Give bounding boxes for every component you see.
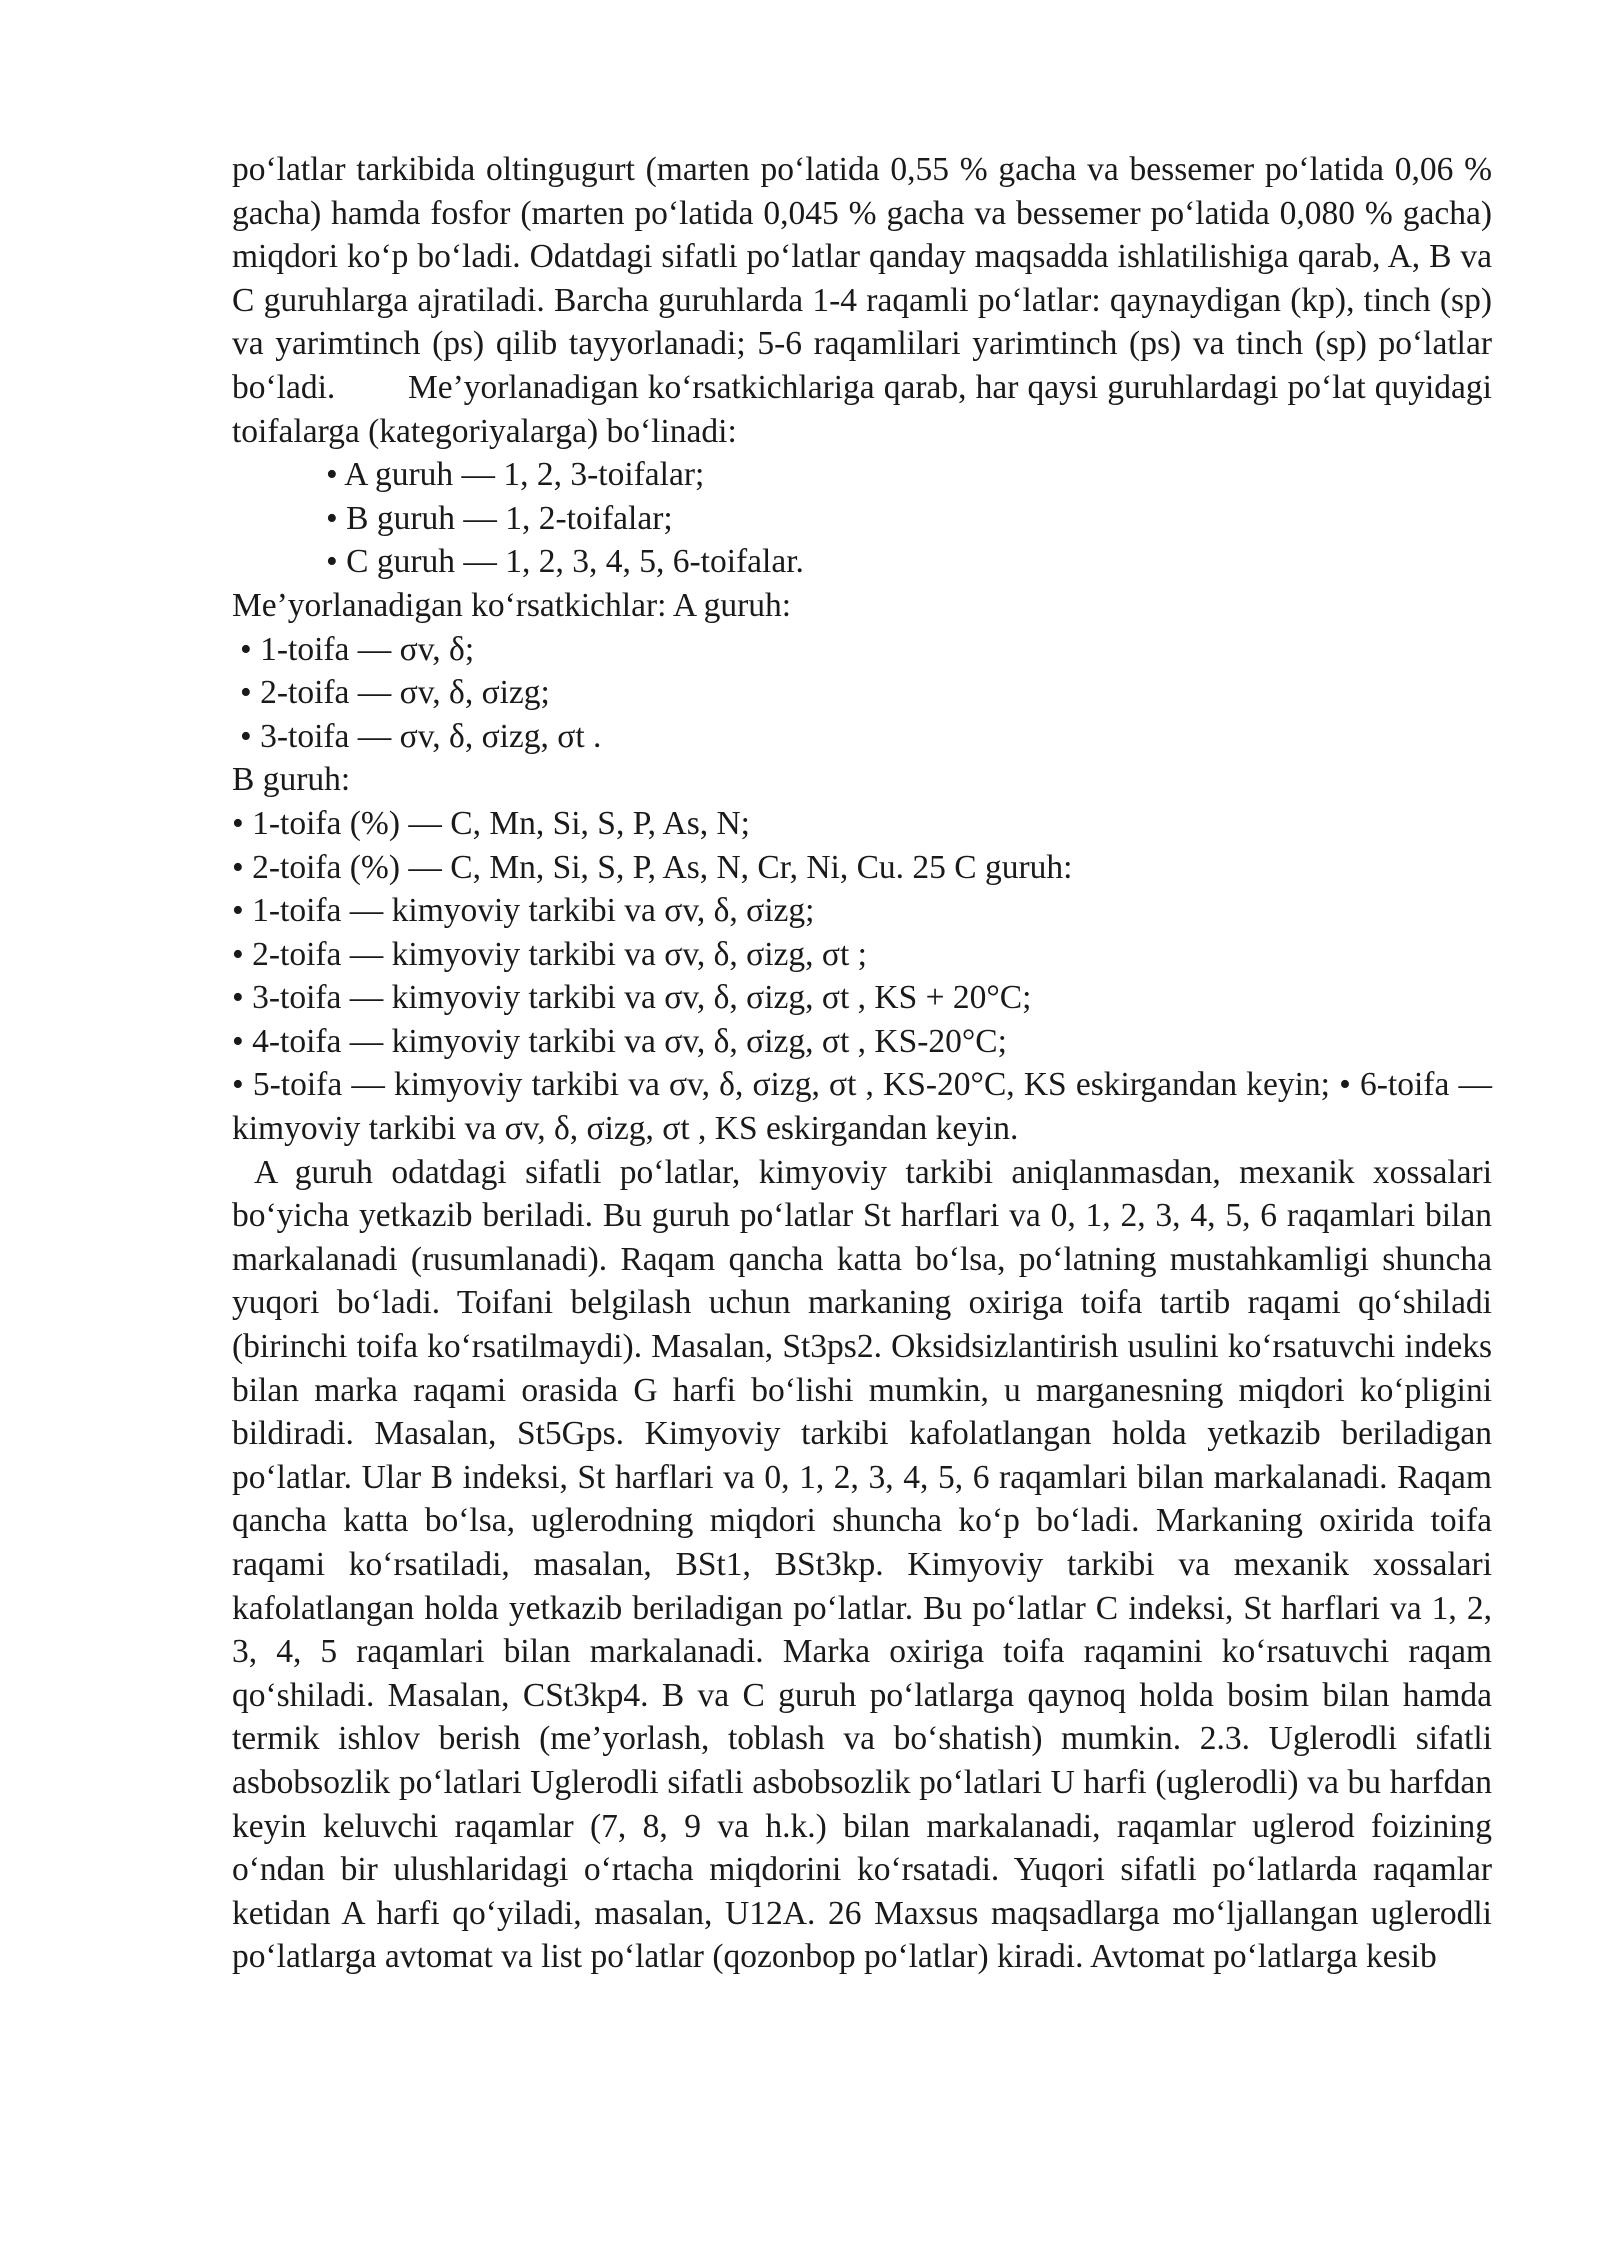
list-item: • 2-toifa — kimyoviy tarkibi va σv, δ, σizg, σt ;	[232, 935, 867, 973]
list-item: • 2-toifa — σv, δ, σizg;	[240, 674, 550, 712]
list-item: • B guruh — 1, 2-toifalar;	[326, 499, 673, 537]
group-b-list	[232, 802, 1492, 889]
list-item: • 4-toifa — kimyoviy tarkibi va σv, δ, σizg, σt , KS-20°C;	[232, 1022, 1007, 1060]
group-a-list	[232, 628, 1492, 759]
document-page	[232, 148, 1501, 1979]
group-b-heading: B guruh:	[232, 761, 351, 799]
paragraph-main: A guruh odatdagi sifatli po‘latlar, kimyoviy tarkibi aniqlanmasdan, mexanik xossalari bo‘yicha yetkazib beriladi. Bu guruh po‘latlar St harflari va 0, 1, 2, 3, 4, 5, 6 raqamlari bilan markalanadi (rusumlanadi). Raqam qancha katta bo‘lsa, po‘latning mustahkamligi shuncha yuqori bo‘ladi. Toifani belgilash uchun markaning oxiriga toifa tartib raqami qo‘shiladi (birinchi toifa ko‘rsatilmaydi). Masalan, St3ps2. Oksidsizlantirish usulini ko‘rsatuvchi indeks bilan marka raqami orasida G harfi bo‘lishi mumkin, u marganesning miqdori ko‘pligini bildiradi. Masalan, St5Gps. Kimyoviy tarkibi kafolatlangan holda yetkazib beriladigan po‘latlar. Ular B indeksi, St harflari va 0, 1, 2, 3, 4, 5, 6 raqamlari bilan markalanadi. Raqam qancha katta bo‘lsa, uglerodning miqdori shuncha ko‘p bo‘ladi. Markaning oxirida toifa raqami ko‘rsatiladi, masalan, BSt1, BSt3kp. Kimyoviy tarkibi va mexanik xossalari kafolatlangan holda yetkazib beriladigan po‘latlar. Bu po‘latlar C indeksi, St harflari va 1, 2, 3, 4, 5 raqamlari bilan markalanadi. Marka oxiriga toifa raqamini ko‘rsatuvchi raqam qo‘shiladi. Masalan, CSt3kp4. B va C guruh po‘latlarga qaynoq holda bosim bilan hamda termik ishlov berish (me’yorlash, toblash va bo‘shatish) mumkin. 2.3. Uglerodli sifatli asbobsozlik po‘latlari Uglerodli sifatli asbobsozlik po‘latlari U harfi (uglerodli) va bu harfdan keyin keluvchi raqamlar (7, 8, 9 va h.k.) bilan markalanadi, raqamlar uglerod foizining o‘ndan bir ulushlaridagi o‘rtacha miqdorini ko‘rsatadi. Yuqori sifatli po‘latlarda raqamlar ketidan A harfi qo‘yiladi, masalan, U12A. 26 Maxsus maqsadlarga mo‘ljallangan uglerodli po‘latlarga avtomat va list po‘latlar (qozonbop po‘latlar) kiradi. Avtomat po‘latlarga kesib	[232, 1153, 1492, 1976]
list-item: • 1-toifa — σv, δ;	[240, 630, 475, 668]
paragraph-intro: po‘latlar tarkibida oltingugurt (marten po‘latida 0,55 % gacha va bessemer po‘latida 0,06 % gacha) hamda fosfor (marten po‘latida 0,045 % gacha va bessemer po‘latida 0,080 % gacha) miqdori ko‘p bo‘ladi. Odatdagi sifatli po‘latlar qanday maqsadda ishlatilishiga qarab, A, B va C guruhlarga ajratiladi. Barcha guruhlarda 1-4 raqamli po‘latlar: qaynaydigan (kp), tinch (sp) va yarimtinch (ps) qilib tayyorlanadi; 5-6 raqamlilari yarimtinch (ps) va tinch (sp) po‘latlar bo‘ladi. Me’yorlanadigan ko‘rsatkichlariga qarab, har qaysi guruhlardagi po‘lat quyidagi toifalarga (kategoriyalarga) bo‘linadi:	[232, 151, 1501, 450]
indicators-heading: Me’yorlanadigan ko‘rsatkichlar: A guruh:	[232, 586, 792, 624]
list-item: • 3-toifa — kimyoviy tarkibi va σv, δ, σizg, σt , KS + 20°C;	[232, 979, 1032, 1017]
list-item: • 3-toifa — σv, δ, σizg, σt .	[240, 717, 602, 755]
group-c-list	[232, 889, 1492, 1151]
list-item: • A guruh — 1, 2, 3-toifalar;	[326, 456, 705, 494]
groups-list	[232, 453, 1492, 584]
list-item: • 1-toifa — kimyoviy tarkibi va σv, δ, σizg;	[232, 892, 815, 930]
list-item: • 2-toifa (%) — C, Mn, Si, S, P, As, N, Cr, Ni, Cu. 25 C guruh:	[232, 848, 1073, 886]
list-item: • C guruh — 1, 2, 3, 4, 5, 6-toifalar.	[326, 543, 804, 581]
list-item: • 5-toifa — kimyoviy tarkibi va σv, δ, σizg, σt , KS-20°C, KS eskirgandan keyin; • 6-toifa — kimyoviy tarkibi va σv, δ, σizg, σt , KS eskirgandan keyin.	[232, 1066, 1492, 1148]
list-item: • 1-toifa (%) — C, Mn, Si, S, P, As, N;	[232, 804, 750, 842]
